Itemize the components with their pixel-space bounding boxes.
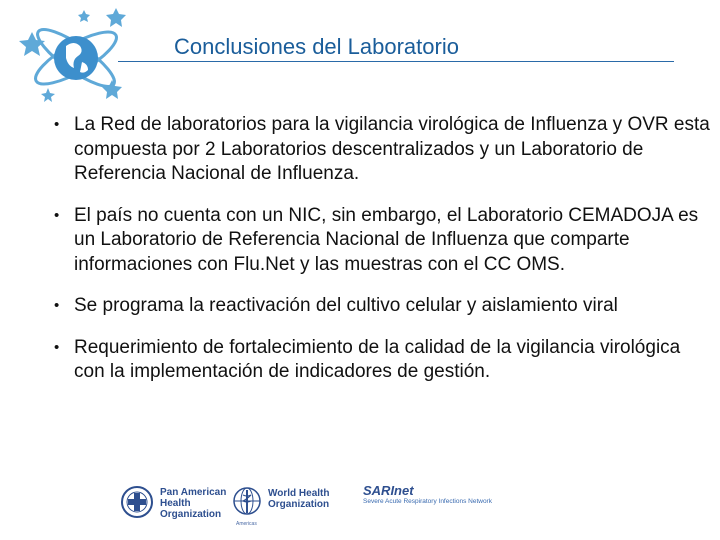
who-emblem-icon [232,486,262,516]
page-title: Conclusiones del Laboratorio [174,34,459,59]
bullet-item [54,204,714,278]
bullet-text: La Red de laboratorios para la vigilancia virológica de Influenza y OVR esta compuesta por 2 Laboratorios descentralizados y un Laboratorio de Referencia Nacional de Influenza. [74,114,710,184]
bullet-marker: • [54,206,60,224]
globe-with-stars-icon [18,2,136,110]
footer-logos [120,483,510,525]
bullet-list [54,113,714,402]
bullet-marker: • [54,338,60,356]
who-region: Americas [236,521,257,527]
bullet-item [54,113,714,187]
bullet-item [54,294,714,319]
who-name: World Health Organization [268,488,330,510]
paho-emblem-icon [120,485,154,519]
bullet-marker: • [54,297,60,314]
bullet-text: El país no cuenta con un NIC, sin embargo, el Laboratorio CEMADOJA es un Laboratorio de Referencia Nacional de Influenza que comparte informaciones con Flu.Net y las muestras con el CC OMS. [74,204,699,275]
bullet-item [54,336,714,385]
bullet-text: Requerimiento de fortalecimiento de la calidad de la vigilancia virológica con la implementación de indicadores de gestión. [74,336,681,382]
paho-name: Pan American Health Organization [160,487,227,520]
sarinet-logo: SARInet Severe Acute Respiratory Infections Network [363,483,492,505]
bullet-marker: • [54,116,60,133]
title-underline [118,61,674,62]
bullet-text: Se programa la reactivación del cultivo celular y aislamiento viral [74,295,618,316]
